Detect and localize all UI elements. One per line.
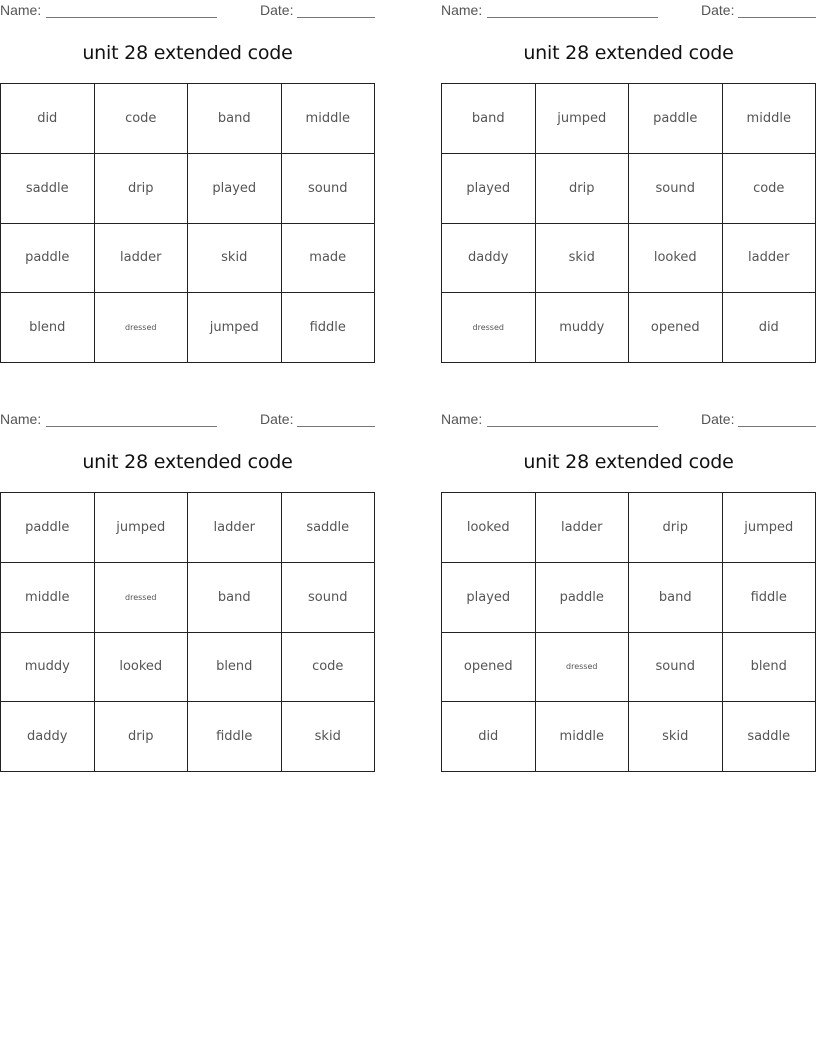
name-blank: [487, 17, 658, 18]
grid-cell: band: [188, 84, 282, 154]
grid-cell: code: [95, 84, 189, 154]
grid-cell: did: [1, 84, 95, 154]
grid-cell: played: [188, 154, 282, 224]
grid-cell: middle: [1, 563, 95, 633]
grid-cell: made: [282, 224, 376, 294]
grid-cell: band: [188, 563, 282, 633]
grid-cell: muddy: [536, 293, 630, 363]
grid-cell: drip: [95, 702, 189, 772]
grid-cell: fiddle: [723, 563, 816, 633]
grid-cell: played: [442, 154, 536, 224]
name-blank: [46, 426, 217, 427]
grid-cell: skid: [536, 224, 630, 294]
name-date-row: [441, 2, 816, 20]
grid-cell: dressed: [536, 633, 630, 703]
bingo-grid: [441, 492, 816, 772]
grid-cell: skid: [282, 702, 376, 772]
name-date-row: [0, 2, 375, 20]
grid-cell: did: [723, 293, 816, 363]
grid-cell: looked: [95, 633, 189, 703]
grid-cell: opened: [629, 293, 723, 363]
grid-cell: muddy: [1, 633, 95, 703]
grid-cell: paddle: [1, 224, 95, 294]
grid-cell: ladder: [723, 224, 816, 294]
bingo-card-3: [0, 409, 375, 781]
date-label: Date:: [701, 411, 735, 427]
grid-cell: drip: [629, 493, 723, 563]
grid-cell: sound: [629, 633, 723, 703]
grid-cell: jumped: [95, 493, 189, 563]
name-label: Name:: [441, 2, 483, 18]
bingo-card-1: [0, 0, 375, 372]
name-date-row: [441, 411, 816, 429]
grid-cell: paddle: [1, 493, 95, 563]
grid-cell: skid: [629, 702, 723, 772]
grid-cell: paddle: [629, 84, 723, 154]
grid-cell: fiddle: [282, 293, 376, 363]
card-title: unit 28 extended code: [82, 42, 293, 64]
grid-cell: looked: [442, 493, 536, 563]
grid-cell: saddle: [723, 702, 816, 772]
card-title: unit 28 extended code: [523, 451, 734, 473]
grid-cell: opened: [442, 633, 536, 703]
name-blank: [46, 17, 217, 18]
grid-cell: band: [629, 563, 723, 633]
grid-cell: ladder: [188, 493, 282, 563]
name-blank: [487, 426, 658, 427]
name-label: Name:: [0, 411, 42, 427]
grid-cell: dressed: [95, 563, 189, 633]
grid-cell: band: [442, 84, 536, 154]
grid-cell: dressed: [442, 293, 536, 363]
grid-cell: saddle: [282, 493, 376, 563]
grid-cell: ladder: [95, 224, 189, 294]
grid-cell: middle: [723, 84, 816, 154]
card-title: unit 28 extended code: [82, 451, 293, 473]
grid-cell: daddy: [1, 702, 95, 772]
grid-cell: sound: [282, 563, 376, 633]
date-label: Date:: [260, 411, 294, 427]
grid-cell: middle: [536, 702, 630, 772]
grid-cell: blend: [188, 633, 282, 703]
grid-cell: played: [442, 563, 536, 633]
grid-cell: did: [442, 702, 536, 772]
name-date-row: [0, 411, 375, 429]
grid-cell: middle: [282, 84, 376, 154]
date-label: Date:: [701, 2, 735, 18]
grid-cell: skid: [188, 224, 282, 294]
grid-cell: looked: [629, 224, 723, 294]
grid-cell: jumped: [723, 493, 816, 563]
bingo-grid: [0, 492, 375, 772]
grid-cell: jumped: [536, 84, 630, 154]
grid-cell: jumped: [188, 293, 282, 363]
grid-cell: daddy: [442, 224, 536, 294]
grid-cell: blend: [723, 633, 816, 703]
date-blank: [738, 426, 816, 427]
grid-cell: code: [723, 154, 816, 224]
date-blank: [297, 17, 375, 18]
grid-cell: code: [282, 633, 376, 703]
grid-cell: drip: [95, 154, 189, 224]
grid-cell: fiddle: [188, 702, 282, 772]
date-blank: [297, 426, 375, 427]
grid-cell: paddle: [536, 563, 630, 633]
grid-cell: drip: [536, 154, 630, 224]
grid-cell: saddle: [1, 154, 95, 224]
date-blank: [738, 17, 816, 18]
bingo-card-2: [441, 0, 816, 372]
bingo-grid: [0, 83, 375, 363]
grid-cell: blend: [1, 293, 95, 363]
grid-cell: sound: [282, 154, 376, 224]
name-label: Name:: [441, 411, 483, 427]
card-title: unit 28 extended code: [523, 42, 734, 64]
grid-cell: sound: [629, 154, 723, 224]
date-label: Date:: [260, 2, 294, 18]
name-label: Name:: [0, 2, 42, 18]
bingo-card-4: [441, 409, 816, 781]
grid-cell: dressed: [95, 293, 189, 363]
grid-cell: ladder: [536, 493, 630, 563]
bingo-grid: [441, 83, 816, 363]
